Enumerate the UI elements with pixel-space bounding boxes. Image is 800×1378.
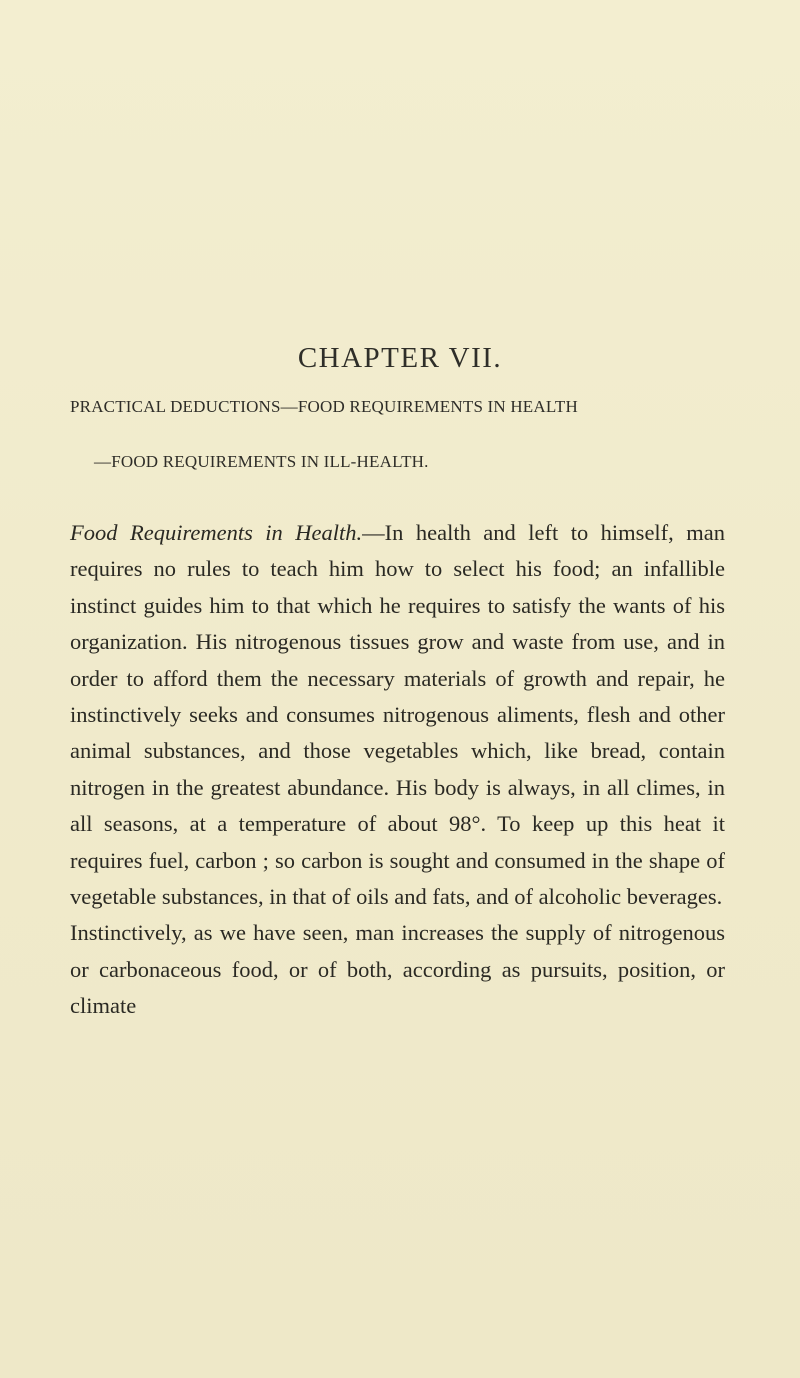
chapter-body [70, 515, 725, 1025]
chapter-title: CHAPTER VII. [297, 342, 503, 374]
paragraph-2: Instinctively, as we have seen, man increases the supply of nitrogenous or carbonaceous food, or of both, according as pursuits, position, or climate [70, 920, 725, 1019]
chapter-subtitle-line-1: PRACTICAL DEDUCTIONS—FOOD REQUIREMENTS IN HEALTH [70, 397, 578, 416]
paragraph-1 [70, 515, 725, 915]
section-heading: Food Requirements in Health. [70, 520, 363, 545]
paragraph-1-text: —In health and left to himself, man requires no rules to teach him how to select his food; an infallible instinct guides him to that which he requires to satisfy the wants of his organization. His nitrogenous tissues grow and waste from use, and in order to afford them the necessary materials of growth and repair, he instinctively seeks and consumes nitrogenous aliments, flesh and other animal substances, and those vegetables which, like bread, contain nitrogen in the greatest abundance. His body is always, in all climes, in all seasons, at a temperature of about 98°. To keep up this heat it requires fuel, carbon ; so carbon is sought and consumed in the shape of vegetable substances, in that of oils and fats, and of alcoholic beverages. [70, 520, 725, 910]
chapter-subtitle-line-2: —FOOD REQUIREMENTS IN ILL-HEALTH. [94, 452, 429, 471]
